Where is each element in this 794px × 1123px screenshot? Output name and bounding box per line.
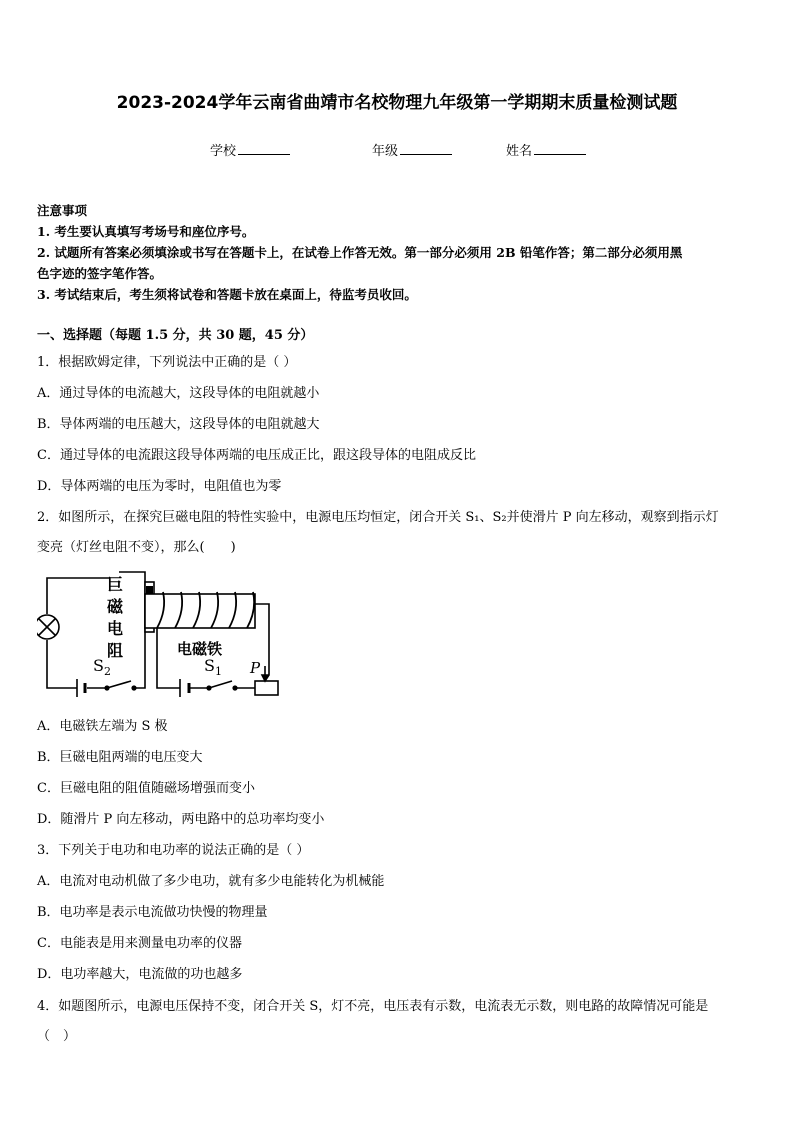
battery-icon xyxy=(77,679,85,697)
school-field[interactable] xyxy=(210,140,290,159)
name-field[interactable] xyxy=(506,140,586,159)
grade-label: 年级 xyxy=(372,144,399,159)
question-stem: 2．如图所示，在探究巨磁电阻的特性实验中，电源电压均恒定，闭合开关 S₁、S₂并使滑片 P 向左移动，观察到指示灯 xyxy=(37,510,719,525)
question-stem-cont: 变亮（灯丝电阻不变），那么( ) xyxy=(37,540,236,555)
svg-text:巨: 巨 xyxy=(107,575,124,594)
school-blank[interactable] xyxy=(238,142,290,155)
option-c[interactable]: C．通过导体的电流跟这段导体两端的电压成正比，跟这段导体的电阻成反比 xyxy=(37,448,476,463)
lamp-icon xyxy=(37,615,59,639)
circuit-diagram xyxy=(37,570,287,702)
grade-blank[interactable] xyxy=(400,142,452,155)
option-b[interactable]: B．巨磁电阻两端的电压变大 xyxy=(37,750,203,765)
notice-item: 2. 试题所有答案必须填涂或书写在答题卡上，在试卷上作答无效。第一部分必须用 2B 铅笔作答；第二部分必须用黑 xyxy=(37,245,683,260)
svg-text:磁: 磁 xyxy=(107,597,124,616)
svg-text:阻: 阻 xyxy=(107,641,124,660)
notice-item: 3. 考试结束后，考生须将试卷和答题卡放在桌面上，待监考员收回。 xyxy=(37,287,417,302)
option-d[interactable]: D．导体两端的电压为零时，电阻值也为零 xyxy=(37,479,282,494)
school-label: 学校 xyxy=(210,144,237,159)
notice-heading: 注意事项 xyxy=(37,203,88,218)
question-stem: 4．如题图所示，电源电压保持不变，闭合开关 S，灯不亮，电压表有示数，电流表无示数，则电路的故障情况可能是 xyxy=(37,999,709,1014)
name-blank[interactable] xyxy=(534,142,586,155)
option-d[interactable]: D．电功率越大，电流做的功也越多 xyxy=(37,967,243,982)
svg-text:电: 电 xyxy=(107,619,124,638)
option-a[interactable]: A．通过导体的电流越大，这段导体的电阻就越小 xyxy=(37,386,320,401)
notice-item: 1. 考生要认真填写考场号和座位序号。 xyxy=(37,224,255,239)
option-c[interactable]: C．电能表是用来测量电功率的仪器 xyxy=(37,936,242,951)
option-a[interactable]: A．电流对电动机做了多少电功，就有多少电能转化为机械能 xyxy=(37,874,385,889)
s2-label: $S_2$ xyxy=(93,656,111,678)
section-heading: 一、选择题（每题 1.5 分，共 30 题，45 分） xyxy=(37,328,314,343)
question-stem: 1．根据欧姆定律，下列说法中正确的是（ ） xyxy=(37,355,297,370)
option-a[interactable]: A．电磁铁左端为 S 极 xyxy=(37,719,168,734)
question-stem-cont: （ ） xyxy=(37,1029,77,1044)
question-stem: 3．下列关于电功和电功率的说法正确的是（ ） xyxy=(37,843,310,858)
option-b[interactable]: B．导体两端的电压越大，这段导体的电阻就越大 xyxy=(37,417,320,432)
gmr-label xyxy=(107,575,124,660)
option-b[interactable]: B．电功率是表示电流做功快慢的物理量 xyxy=(37,905,268,920)
option-c[interactable]: C．巨磁电阻的阻值随磁场增强而变小 xyxy=(37,781,255,796)
switch-s2-icon xyxy=(105,681,136,690)
grade-field[interactable] xyxy=(372,140,452,159)
switch-s1-icon xyxy=(207,681,237,690)
notice-item: 色字迹的签字笔作答。 xyxy=(37,266,163,281)
battery-icon xyxy=(180,679,189,697)
s1-label: $S_1$ xyxy=(204,656,222,678)
name-label: 姓名 xyxy=(506,144,533,159)
slider-p-label: P xyxy=(250,659,261,677)
exam-title: 2023-2024学年云南省曲靖市名校物理九年级第一学期期末质量检测试题 xyxy=(116,93,678,113)
option-d[interactable]: D．随滑片 P 向左移动，两电路中的总功率均变小 xyxy=(37,812,325,827)
electromagnet-label: 电磁铁 xyxy=(177,640,223,658)
